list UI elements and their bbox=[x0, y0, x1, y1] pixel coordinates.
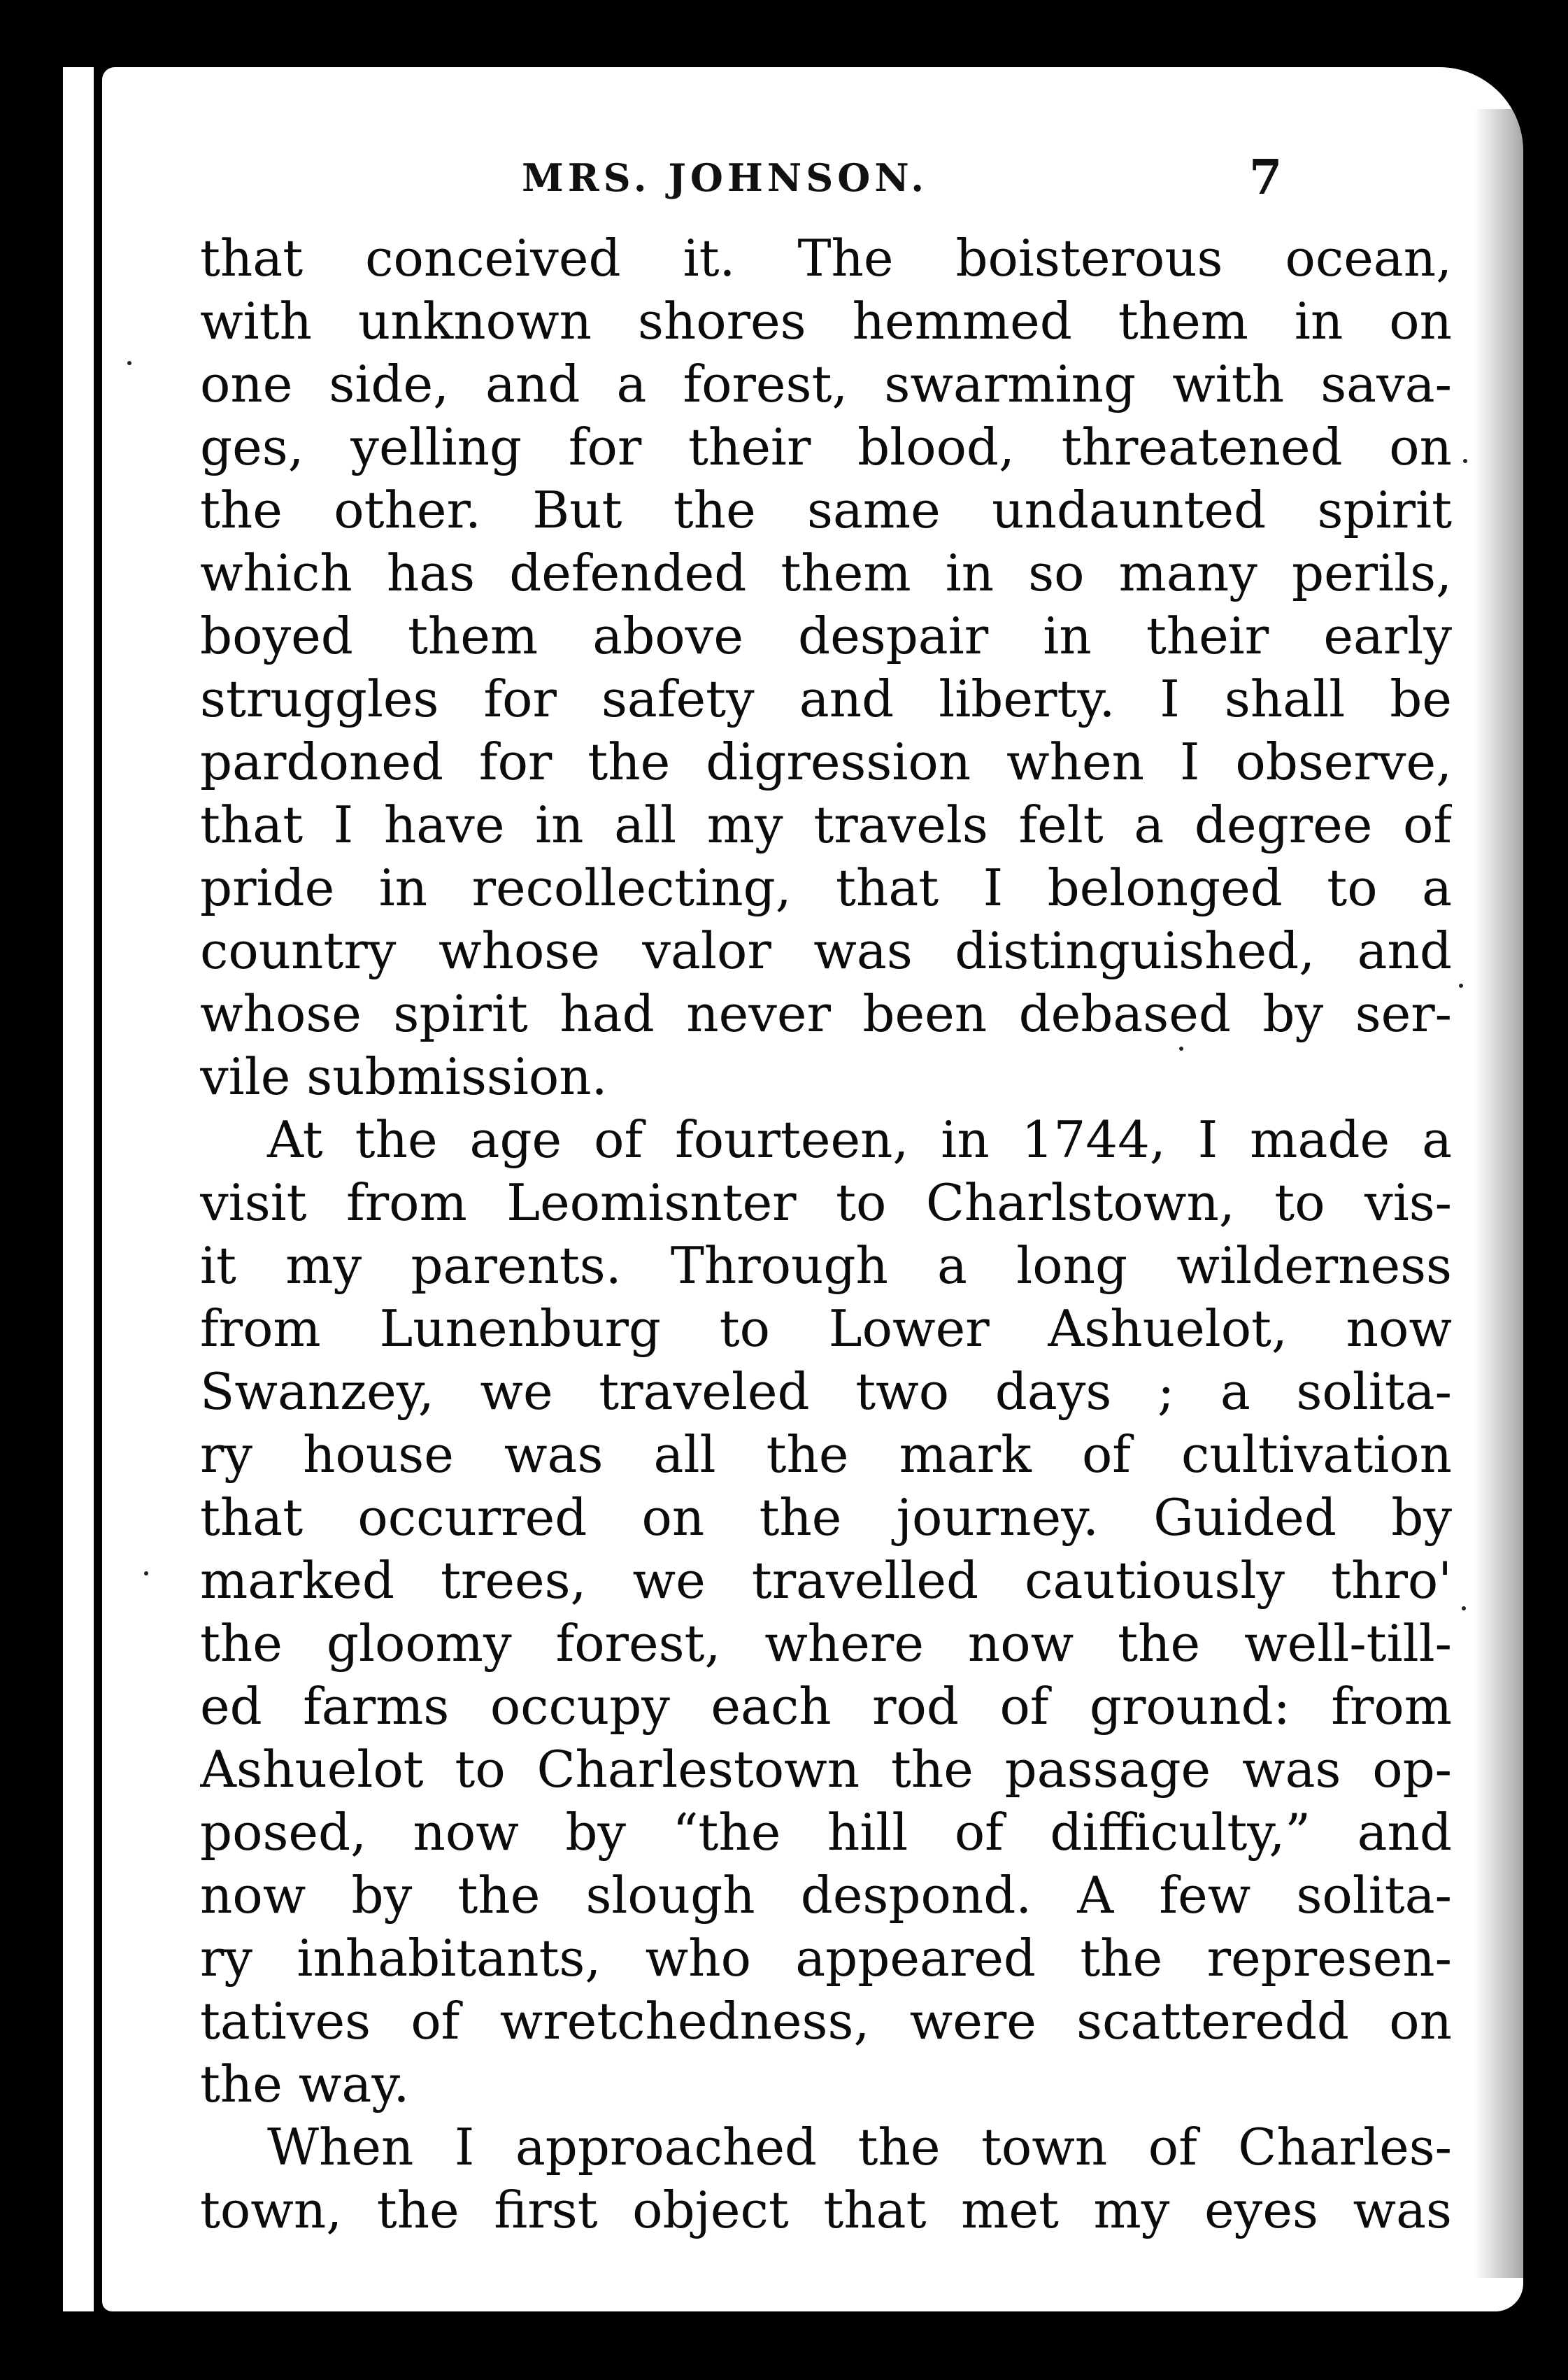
text-line: tatives of wretchedness, were scatteredd on bbox=[200, 1992, 1452, 2050]
text-line: the other. But the same undaunted spirit bbox=[200, 481, 1452, 539]
print-speck bbox=[1463, 459, 1467, 463]
text-line: ry house was all the mark of cultivation bbox=[200, 1425, 1452, 1484]
text-line: ed farms occupy each rod of ground: from bbox=[200, 1677, 1452, 1736]
text-line: posed, now by “the hill of difficulty,” and bbox=[200, 1803, 1452, 1862]
text-line: that I have in all my travels felt a degree of bbox=[200, 795, 1452, 854]
text-line: with unknown shores hemmed them in on bbox=[200, 292, 1452, 350]
page-header bbox=[102, 150, 1523, 213]
text-line: from Lunenburg to Lower Ashuelot, now bbox=[200, 1299, 1452, 1358]
text-line: the way. bbox=[200, 2055, 410, 2113]
text-line: it my parents. Through a long wilderness bbox=[200, 1236, 1452, 1295]
text-line: town, the first object that met my eyes was bbox=[200, 2181, 1452, 2239]
text-line: Swanzey, we traveled two days ; a solita- bbox=[200, 1362, 1452, 1421]
print-speck bbox=[1179, 1047, 1183, 1051]
print-speck bbox=[127, 361, 131, 365]
text-line: pardoned for the digression when I observe, bbox=[200, 732, 1452, 791]
text-line: that occurred on the journey. Guided by bbox=[200, 1488, 1452, 1547]
print-speck bbox=[144, 1571, 148, 1575]
text-line: country whose valor was distinguished, and bbox=[200, 921, 1452, 980]
page-curl-shadow bbox=[1474, 109, 1523, 2278]
text-line: ges, yelling for their blood, threatened on bbox=[200, 418, 1452, 476]
text-line: whose spirit had never been debased by ser- bbox=[200, 984, 1452, 1043]
page-number: 7 bbox=[1249, 150, 1283, 206]
text-line: one side, and a forest, swarming with sava- bbox=[200, 355, 1452, 413]
text-line: boyed them above despair in their early bbox=[200, 607, 1452, 665]
body-text bbox=[200, 227, 1452, 2241]
paragraph-start-line: When I approached the town of Charles- bbox=[267, 2118, 1452, 2176]
text-line: Ashuelot to Charlestown the passage was op- bbox=[200, 1740, 1452, 1799]
paragraph-start-line: At the age of fourteen, in 1744, I made a bbox=[267, 1110, 1452, 1169]
text-line: struggles for safety and liberty. I shall be bbox=[200, 670, 1452, 728]
text-line: marked trees, we travelled cautiously thro' bbox=[200, 1551, 1452, 1610]
print-speck bbox=[1462, 1606, 1466, 1610]
text-line: vile submission. bbox=[200, 1047, 608, 1106]
book-page bbox=[102, 67, 1523, 2311]
text-line: pride in recollecting, that I belonged to a bbox=[200, 858, 1452, 917]
running-head: MRS. JOHNSON. bbox=[522, 155, 929, 200]
print-speck bbox=[1459, 984, 1463, 988]
left-margin-strip bbox=[63, 67, 94, 2311]
text-line: that conceived it. The boisterous ocean, bbox=[200, 229, 1452, 288]
text-line: now by the slough despond. A few solita- bbox=[200, 1866, 1452, 1925]
text-line: ry inhabitants, who appeared the represen- bbox=[200, 1929, 1452, 1988]
text-line: the gloomy forest, where now the well-till- bbox=[200, 1614, 1452, 1673]
text-line: which has defended them in so many perils, bbox=[200, 544, 1452, 602]
text-line: visit from Leomisnter to Charlstown, to vis- bbox=[200, 1173, 1452, 1232]
